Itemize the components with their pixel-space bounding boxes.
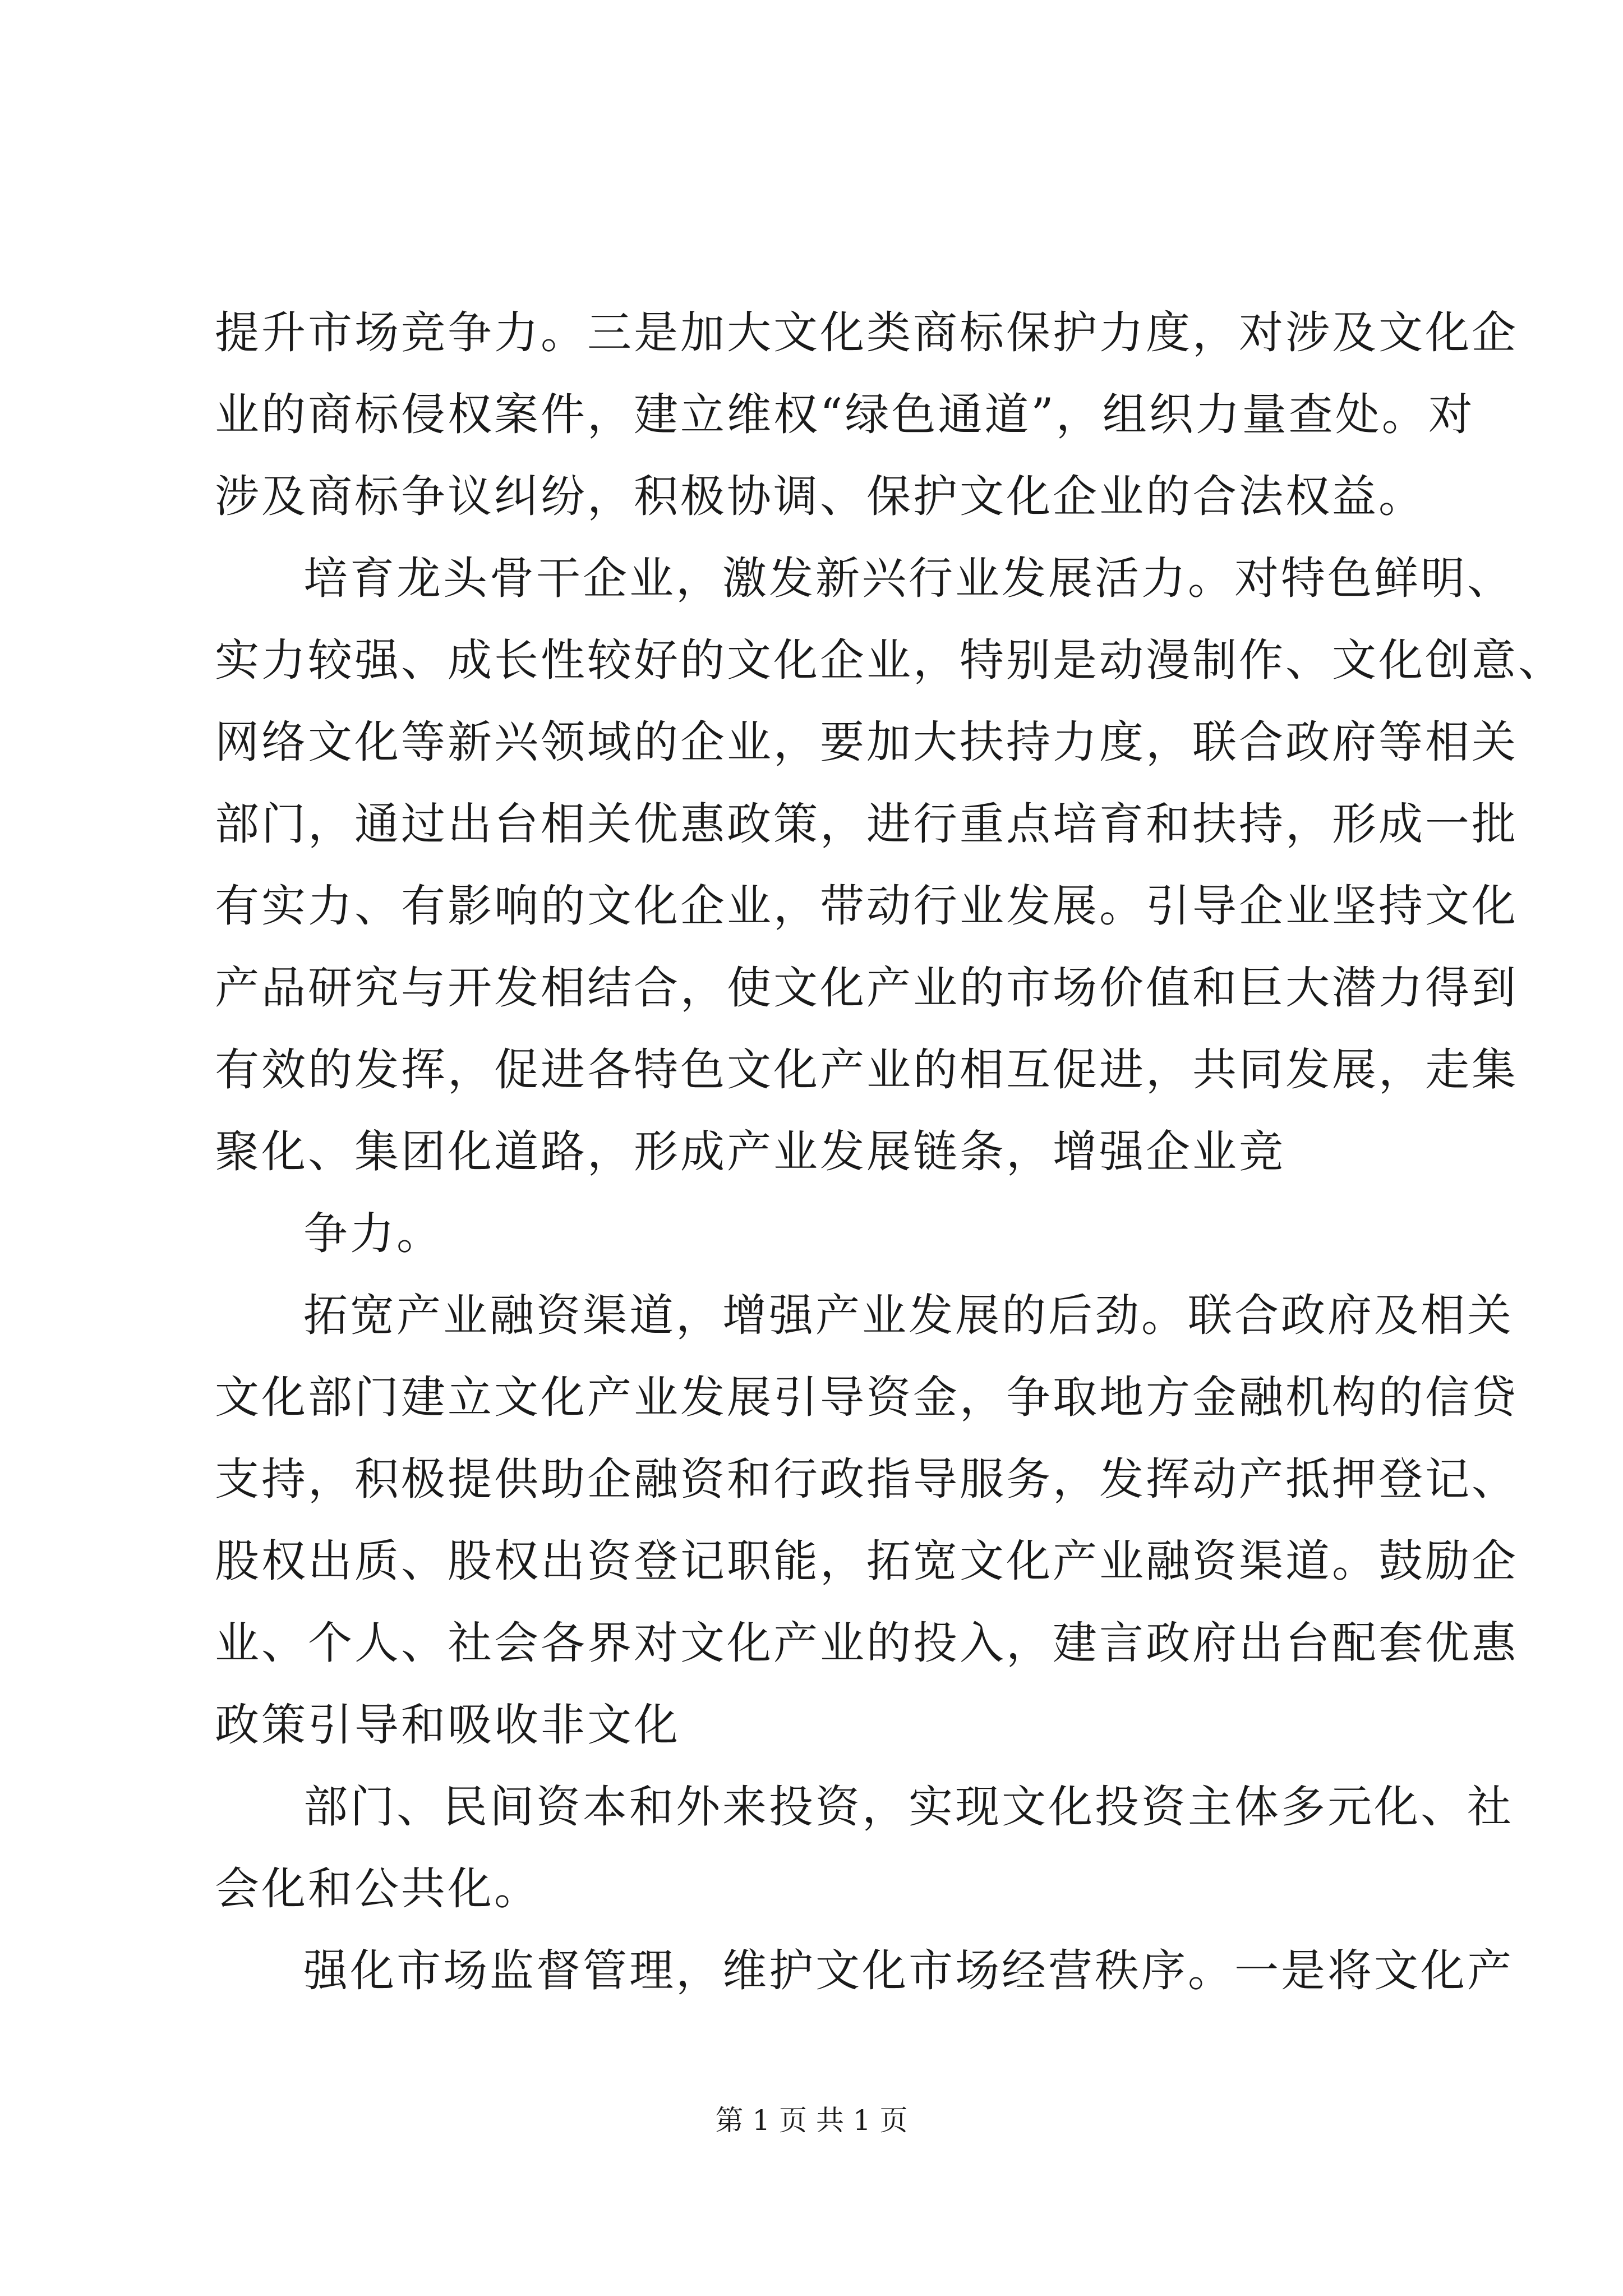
paragraph-start-line: 强化市场监督管理，维护文化市场经营秩序。一是将文化产 xyxy=(303,1945,1514,1996)
page-footer xyxy=(0,2101,1623,2140)
text-line: 业、个人、社会各界对文化产业的投入，建言政府出台配套优惠 xyxy=(215,1617,1518,1669)
text-line: 部门，通过出台相关优惠政策，进行重点培育和扶持，形成一批 xyxy=(215,798,1518,850)
paragraph-start-line: 争力。 xyxy=(303,1208,443,1259)
text-line: 涉及商标争议纠纷，积极协调、保护文化企业的合法权益。 xyxy=(215,471,1425,522)
text-line: 股权出质、股权出资登记职能，拓宽文化产业融资渠道。鼓励企 xyxy=(215,1535,1518,1587)
text-line: 提升市场竞争力。三是加大文化类商标保护力度，对涉及文化企 xyxy=(215,307,1518,358)
text-line: 有实力、有影响的文化企业，带动行业发展。引导企业坚持文化 xyxy=(215,880,1518,932)
text-line: 实力较强、成长性较好的文化企业，特别是动漫制作、文化创意、 xyxy=(215,634,1565,686)
text-line: 业的商标侵权案件，建立维权“绿色通道”，组织力量查处。对 xyxy=(215,389,1475,440)
text-line: 政策引导和吸收非文化 xyxy=(215,1699,680,1751)
text-line: 网络文化等新兴领域的企业，要加大扶持力度，联合政府等相关 xyxy=(215,716,1518,768)
page-number-label: 第 1 页 共 1 页 xyxy=(715,2104,908,2137)
text-line: 会化和公共化。 xyxy=(215,1863,541,1915)
paragraph-start-line: 拓宽产业融资渠道，增强产业发展的后劲。联合政府及相关 xyxy=(303,1290,1514,1341)
text-line: 聚化、集团化道路，形成产业发展链条，增强企业竞 xyxy=(215,1126,1285,1177)
text-line: 有效的发挥，促进各特色文化产业的相互促进，共同发展，走集 xyxy=(215,1044,1518,1096)
text-line: 产品研究与开发相结合，使文化产业的市场价值和巨大潜力得到 xyxy=(215,962,1518,1014)
text-line: 文化部门建立文化产业发展引导资金，争取地方金融机构的信贷 xyxy=(215,1372,1518,1423)
paragraph-start-line: 部门、民间资本和外来投资，实现文化投资主体多元化、社 xyxy=(303,1781,1514,1833)
text-line: 支持，积极提供助企融资和行政指导服务，发挥动产抵押登记、 xyxy=(215,1453,1518,1505)
paragraph-start-line: 培育龙头骨干企业，激发新兴行业发展活力。对特色鲜明、 xyxy=(303,553,1514,604)
document-body xyxy=(215,292,1565,2012)
